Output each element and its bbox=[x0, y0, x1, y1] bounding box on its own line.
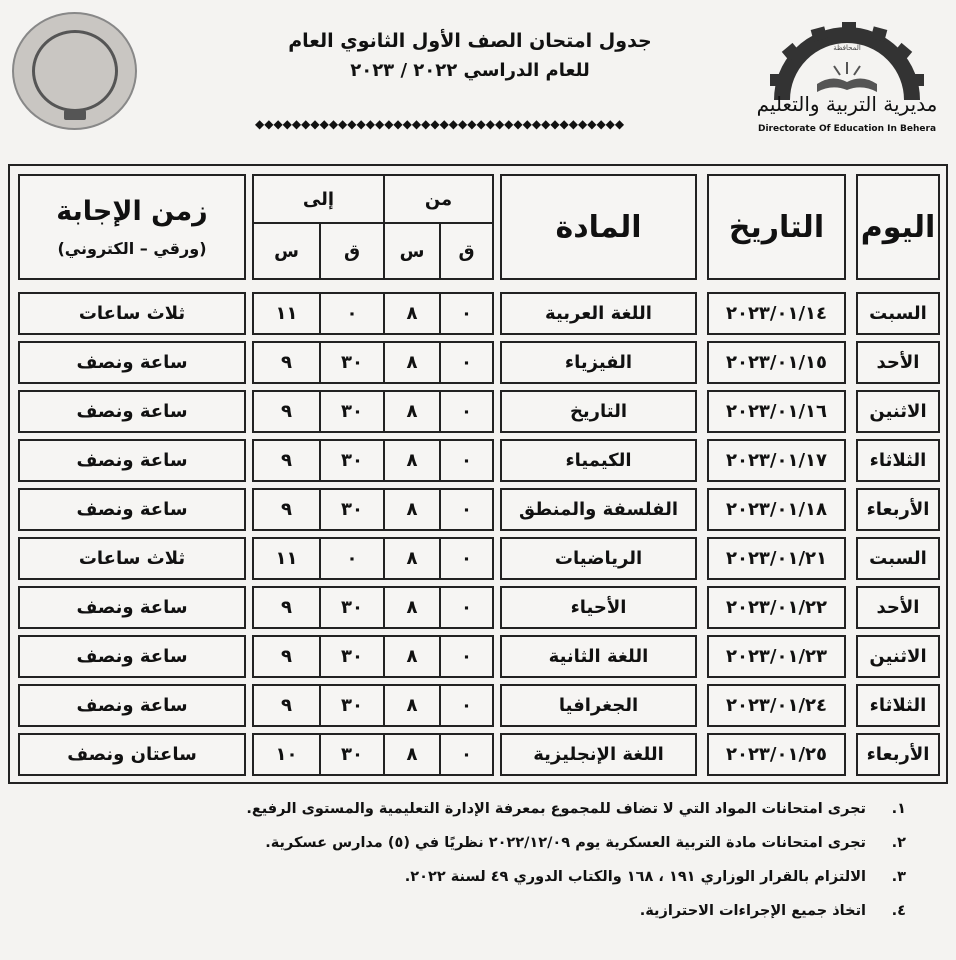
cell-date-text: ٢٠٢٣/٠١/٢٢ bbox=[725, 597, 828, 618]
cell-to-minute-text: ٣٠ bbox=[341, 695, 363, 716]
cell-duration bbox=[18, 292, 246, 335]
cell-day bbox=[856, 733, 940, 776]
cell-duration-text: ساعتان ونصف bbox=[67, 744, 197, 765]
cell-from-hour-text: ٨ bbox=[406, 695, 418, 716]
cell-from-hour-text: ٨ bbox=[406, 499, 418, 520]
header-to-hour: س bbox=[252, 222, 321, 280]
cell-from-hour-text: ٨ bbox=[406, 744, 418, 765]
cell-duration-text: ثلاث ساعات bbox=[78, 303, 186, 324]
cell-from-hour bbox=[383, 537, 441, 580]
cell-from-minute bbox=[439, 488, 494, 531]
cell-to-minute-text: ٣٠ bbox=[341, 744, 363, 765]
cell-from-minute-text: ٠ bbox=[461, 548, 472, 569]
cell-date-text: ٢٠٢٣/٠١/١٨ bbox=[725, 499, 828, 520]
cell-to-minute bbox=[319, 684, 385, 727]
note-text: تجرى امتحانات مادة التربية العسكرية يوم ٢٠٢٢/١٢/٠٩ نظريًا في (٥) مدارس عسكرية. bbox=[265, 835, 866, 851]
cell-subject bbox=[500, 733, 697, 776]
note-text: اتخاذ جميع الإجراءات الاحترازية. bbox=[639, 903, 866, 919]
cell-from-minute-text: ٠ bbox=[461, 450, 472, 471]
header-date: التاريخ bbox=[707, 174, 846, 280]
cell-to-hour-text: ٩ bbox=[281, 646, 292, 667]
cell-subject-text: الرياضيات bbox=[554, 548, 643, 569]
cell-date bbox=[707, 341, 846, 384]
header-duration-label: زمن الإجابة bbox=[56, 196, 208, 227]
cell-duration bbox=[18, 733, 246, 776]
cell-to-minute-text: ٣٠ bbox=[341, 352, 363, 373]
cell-to-minute bbox=[319, 537, 385, 580]
cell-to-hour bbox=[252, 635, 321, 678]
cell-to-hour-text: ١٠ bbox=[275, 744, 298, 765]
header-duration-note: (ورقي – الكتروني) bbox=[57, 239, 207, 258]
cell-duration-text: ساعة ونصف bbox=[76, 646, 188, 667]
cell-date bbox=[707, 537, 846, 580]
cell-duration-text: ساعة ونصف bbox=[76, 499, 188, 520]
note-number: ٣. bbox=[891, 869, 906, 885]
cell-day-text: الأربعاء bbox=[866, 499, 930, 520]
page-title: جدول امتحان الصف الأول الثانوي العام bbox=[288, 30, 652, 52]
cell-from-minute bbox=[439, 537, 494, 580]
cell-from-minute bbox=[439, 586, 494, 629]
cell-duration bbox=[18, 586, 246, 629]
cell-to-hour bbox=[252, 488, 321, 531]
cell-to-hour-text: ١١ bbox=[275, 548, 298, 569]
header-duration bbox=[18, 174, 246, 280]
governorate-seal-logo bbox=[12, 12, 137, 130]
cell-date-text: ٢٠٢٣/٠١/١٥ bbox=[725, 352, 828, 373]
cell-subject bbox=[500, 488, 697, 531]
gear-book-emblem-icon bbox=[762, 22, 932, 102]
cell-from-minute bbox=[439, 684, 494, 727]
cell-duration bbox=[18, 684, 246, 727]
cell-duration-text: ثلاث ساعات bbox=[78, 548, 186, 569]
note-item bbox=[86, 792, 906, 826]
cell-to-hour bbox=[252, 341, 321, 384]
decorative-divider: ◆◆◆◆◆◆◆◆◆◆◆◆◆◆◆◆◆◆◆◆◆◆◆◆◆◆◆◆◆◆◆◆◆◆◆◆◆◆◆◆ bbox=[255, 117, 625, 131]
cell-to-hour bbox=[252, 292, 321, 335]
cell-duration bbox=[18, 488, 246, 531]
cell-from-hour bbox=[383, 733, 441, 776]
cell-from-hour bbox=[383, 488, 441, 531]
cell-to-minute-text: ٣٠ bbox=[341, 401, 363, 422]
cell-duration-text: ساعة ونصف bbox=[76, 401, 188, 422]
cell-duration-text: ساعة ونصف bbox=[76, 597, 188, 618]
cell-from-minute bbox=[439, 733, 494, 776]
cell-subject bbox=[500, 586, 697, 629]
cell-subject-text: التاريخ bbox=[569, 401, 628, 422]
cell-to-minute bbox=[319, 292, 385, 335]
cell-to-hour-text: ١١ bbox=[275, 303, 298, 324]
exam-schedule-table bbox=[8, 164, 948, 784]
cell-subject bbox=[500, 537, 697, 580]
cell-from-hour bbox=[383, 390, 441, 433]
cell-duration bbox=[18, 341, 246, 384]
cell-from-hour-text: ٨ bbox=[406, 303, 418, 324]
cell-to-minute bbox=[319, 390, 385, 433]
cell-from-minute-text: ٠ bbox=[461, 646, 472, 667]
cell-date-text: ٢٠٢٣/٠١/١٦ bbox=[725, 401, 828, 422]
cell-day bbox=[856, 341, 940, 384]
header-to-minute: ق bbox=[319, 222, 385, 280]
cell-from-hour bbox=[383, 292, 441, 335]
cell-subject-text: الفلسفة والمنطق bbox=[519, 499, 678, 520]
cell-day bbox=[856, 635, 940, 678]
cell-subject bbox=[500, 341, 697, 384]
cell-subject bbox=[500, 684, 697, 727]
cell-date bbox=[707, 292, 846, 335]
cell-date-text: ٢٠٢٣/٠١/٢٤ bbox=[725, 695, 828, 716]
cell-to-minute bbox=[319, 488, 385, 531]
cell-date bbox=[707, 684, 846, 727]
cell-day bbox=[856, 684, 940, 727]
cell-date-text: ٢٠٢٣/٠١/٢٥ bbox=[725, 744, 828, 765]
cell-duration-text: ساعة ونصف bbox=[76, 352, 188, 373]
cell-duration bbox=[18, 390, 246, 433]
cell-from-minute-text: ٠ bbox=[461, 597, 472, 618]
cell-to-hour-text: ٩ bbox=[281, 499, 292, 520]
cell-from-hour-text: ٨ bbox=[406, 401, 418, 422]
cell-date-text: ٢٠٢٣/٠١/٢٣ bbox=[725, 646, 828, 667]
cell-subject bbox=[500, 439, 697, 482]
cell-day-text: السبت bbox=[869, 548, 927, 569]
cell-day-text: الأحد bbox=[876, 597, 920, 618]
cell-from-hour-text: ٨ bbox=[406, 352, 418, 373]
logo-arabic-text: مديرية التربية والتعليم bbox=[756, 92, 938, 116]
cell-date-text: ٢٠٢٣/٠١/١٧ bbox=[725, 450, 828, 471]
cell-from-hour bbox=[383, 684, 441, 727]
logo-small-text: المحافظة bbox=[833, 44, 861, 52]
cell-from-minute bbox=[439, 292, 494, 335]
cell-day bbox=[856, 390, 940, 433]
cell-subject-text: الكيمياء bbox=[565, 450, 632, 471]
cell-to-hour bbox=[252, 390, 321, 433]
note-item bbox=[86, 860, 906, 894]
notes-list bbox=[86, 792, 906, 928]
logo-english-text: Directorate Of Education In Behera bbox=[757, 124, 937, 134]
cell-duration bbox=[18, 537, 246, 580]
cell-day bbox=[856, 439, 940, 482]
cell-from-hour-text: ٨ bbox=[406, 450, 418, 471]
cell-subject bbox=[500, 292, 697, 335]
header-subject: المادة bbox=[500, 174, 697, 280]
cell-from-minute-text: ٠ bbox=[461, 401, 472, 422]
header-to: إلى bbox=[252, 174, 385, 224]
cell-to-hour bbox=[252, 537, 321, 580]
cell-day bbox=[856, 488, 940, 531]
cell-day-text: الأربعاء bbox=[866, 744, 930, 765]
cell-from-hour bbox=[383, 341, 441, 384]
cell-to-hour bbox=[252, 733, 321, 776]
cell-subject-text: الجغرافيا bbox=[558, 695, 639, 716]
cell-to-minute bbox=[319, 733, 385, 776]
cell-date bbox=[707, 635, 846, 678]
note-item bbox=[86, 826, 906, 860]
cell-subject-text: اللغة الثانية bbox=[548, 646, 649, 667]
header-from-hour: س bbox=[383, 222, 441, 280]
cell-to-minute-text: ٣٠ bbox=[341, 646, 363, 667]
cell-from-minute bbox=[439, 635, 494, 678]
page-subtitle: للعام الدراسي ٢٠٢٢ / ٢٠٢٣ bbox=[350, 60, 590, 81]
cell-to-minute-text: ٣٠ bbox=[341, 597, 363, 618]
cell-from-hour-text: ٨ bbox=[406, 597, 418, 618]
note-number: ١. bbox=[891, 801, 906, 817]
note-number: ٢. bbox=[891, 835, 906, 851]
page-header bbox=[0, 0, 956, 150]
cell-duration-text: ساعة ونصف bbox=[76, 450, 188, 471]
cell-date bbox=[707, 488, 846, 531]
cell-to-minute bbox=[319, 635, 385, 678]
cell-to-minute bbox=[319, 586, 385, 629]
cell-to-hour bbox=[252, 439, 321, 482]
cell-day-text: الأحد bbox=[876, 352, 920, 373]
cell-day-text: الثلاثاء bbox=[869, 450, 927, 471]
cell-to-hour-text: ٩ bbox=[281, 597, 292, 618]
note-text: تجرى امتحانات المواد التي لا تضاف للمجموع بمعرفة الإدارة التعليمية والمستوى الرفيع. bbox=[246, 801, 866, 817]
cell-from-minute bbox=[439, 341, 494, 384]
directorate-logo bbox=[752, 22, 942, 142]
cell-duration bbox=[18, 635, 246, 678]
cell-date-text: ٢٠٢٣/٠١/١٤ bbox=[725, 303, 828, 324]
cell-from-hour bbox=[383, 635, 441, 678]
cell-to-hour bbox=[252, 586, 321, 629]
cell-from-minute-text: ٠ bbox=[461, 303, 472, 324]
title-block bbox=[230, 30, 710, 81]
cell-day-text: الثلاثاء bbox=[869, 695, 927, 716]
cell-date bbox=[707, 733, 846, 776]
cell-day-text: السبت bbox=[869, 303, 927, 324]
cell-to-minute-text: ٣٠ bbox=[341, 499, 363, 520]
cell-to-hour-text: ٩ bbox=[281, 695, 292, 716]
header-from: من bbox=[383, 174, 494, 224]
cell-subject-text: الأحياء bbox=[570, 597, 627, 618]
header-day: اليوم bbox=[856, 174, 940, 280]
cell-date bbox=[707, 439, 846, 482]
cell-from-minute-text: ٠ bbox=[461, 499, 472, 520]
header-from-minute: ق bbox=[439, 222, 494, 280]
cell-subject bbox=[500, 635, 697, 678]
cell-subject-text: اللغة العربية bbox=[545, 303, 652, 324]
cell-to-hour-text: ٩ bbox=[281, 352, 292, 373]
cell-subject-text: الفيزياء bbox=[564, 352, 633, 373]
cell-subject bbox=[500, 390, 697, 433]
cell-from-hour-text: ٨ bbox=[406, 646, 418, 667]
cell-day bbox=[856, 292, 940, 335]
note-number: ٤. bbox=[891, 903, 906, 919]
cell-from-minute-text: ٠ bbox=[461, 352, 472, 373]
cell-date bbox=[707, 390, 846, 433]
cell-duration bbox=[18, 439, 246, 482]
cell-duration-text: ساعة ونصف bbox=[76, 695, 188, 716]
cell-to-minute-text: ٠ bbox=[346, 548, 358, 569]
cell-to-minute-text: ٠ bbox=[346, 303, 358, 324]
cell-from-minute bbox=[439, 390, 494, 433]
cell-date bbox=[707, 586, 846, 629]
cell-to-hour-text: ٩ bbox=[281, 401, 292, 422]
cell-from-hour bbox=[383, 586, 441, 629]
cell-from-minute bbox=[439, 439, 494, 482]
cell-to-hour-text: ٩ bbox=[281, 450, 292, 471]
cell-from-hour bbox=[383, 439, 441, 482]
cell-day bbox=[856, 586, 940, 629]
cell-to-hour bbox=[252, 684, 321, 727]
cell-from-hour-text: ٨ bbox=[406, 548, 418, 569]
cell-day bbox=[856, 537, 940, 580]
cell-subject-text: اللغة الإنجليزية bbox=[533, 744, 664, 765]
note-item bbox=[86, 894, 906, 928]
cell-day-text: الاثنين bbox=[869, 401, 927, 422]
cell-day-text: الاثنين bbox=[869, 646, 927, 667]
cell-to-minute bbox=[319, 439, 385, 482]
cell-to-minute-text: ٣٠ bbox=[341, 450, 363, 471]
note-text: الالتزام بالقرار الوزاري ١٩١ ، ١٦٨ والكتاب الدوري ٤٩ لسنة ٢٠٢٢. bbox=[404, 869, 866, 885]
cell-date-text: ٢٠٢٣/٠١/٢١ bbox=[725, 548, 828, 569]
cell-from-minute-text: ٠ bbox=[461, 695, 472, 716]
cell-to-minute bbox=[319, 341, 385, 384]
cell-from-minute-text: ٠ bbox=[461, 744, 472, 765]
